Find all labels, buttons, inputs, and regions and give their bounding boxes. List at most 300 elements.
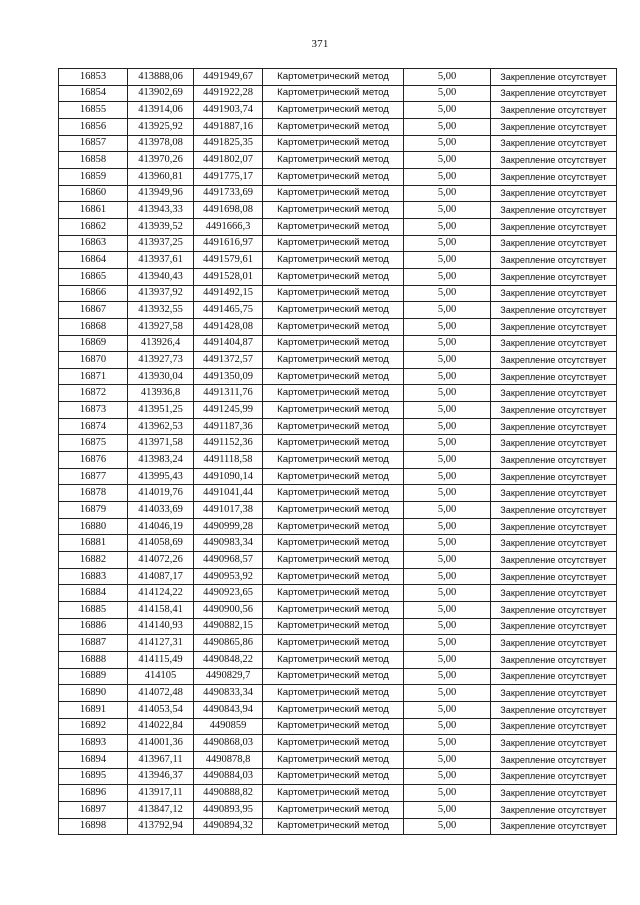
fixing-cell: Закрепление отсутствует <box>491 735 617 752</box>
y-coordinate-cell: 4490983,34 <box>194 535 263 552</box>
y-coordinate-cell: 4491090,14 <box>194 468 263 485</box>
y-coordinate-cell: 4491350,09 <box>194 368 263 385</box>
x-coordinate-cell: 413847,12 <box>128 801 194 818</box>
y-coordinate-cell: 4491528,01 <box>194 268 263 285</box>
point-number-cell: 16866 <box>59 285 128 302</box>
point-number-cell: 16868 <box>59 318 128 335</box>
y-coordinate-cell: 4490843,94 <box>194 701 263 718</box>
y-coordinate-cell: 4491311,76 <box>194 385 263 402</box>
table-row <box>59 435 617 452</box>
point-number-cell: 16871 <box>59 368 128 385</box>
method-cell: Картометрический метод <box>263 801 404 818</box>
y-coordinate-cell: 4490882,15 <box>194 618 263 635</box>
point-number-cell: 16883 <box>59 568 128 585</box>
table-row <box>59 735 617 752</box>
method-cell: Картометрический метод <box>263 635 404 652</box>
y-coordinate-cell: 4491825,35 <box>194 135 263 152</box>
method-cell: Картометрический метод <box>263 568 404 585</box>
point-number-cell: 16863 <box>59 235 128 252</box>
table-row <box>59 235 617 252</box>
fixing-cell: Закрепление отсутствует <box>491 701 617 718</box>
y-coordinate-cell: 4491041,44 <box>194 485 263 502</box>
table-row <box>59 135 617 152</box>
accuracy-cell: 5,00 <box>404 502 491 519</box>
accuracy-cell: 5,00 <box>404 418 491 435</box>
point-number-cell: 16880 <box>59 518 128 535</box>
x-coordinate-cell: 414001,36 <box>128 735 194 752</box>
table-row <box>59 318 617 335</box>
x-coordinate-cell: 413914,06 <box>128 102 194 119</box>
y-coordinate-cell: 4491245,99 <box>194 402 263 419</box>
point-number-cell: 16884 <box>59 585 128 602</box>
point-number-cell: 16873 <box>59 402 128 419</box>
y-coordinate-cell: 4491775,17 <box>194 168 263 185</box>
coordinates-table-body <box>59 69 617 835</box>
y-coordinate-cell: 4491428,08 <box>194 318 263 335</box>
y-coordinate-cell: 4491372,57 <box>194 352 263 369</box>
method-cell: Картометрический метод <box>263 135 404 152</box>
accuracy-cell: 5,00 <box>404 268 491 285</box>
fixing-cell: Закрепление отсутствует <box>491 418 617 435</box>
y-coordinate-cell: 4490894,32 <box>194 818 263 835</box>
y-coordinate-cell: 4490999,28 <box>194 518 263 535</box>
y-coordinate-cell: 4490868,03 <box>194 735 263 752</box>
point-number-cell: 16877 <box>59 468 128 485</box>
fixing-cell: Закрепление отсутствует <box>491 385 617 402</box>
point-number-cell: 16876 <box>59 452 128 469</box>
table-row <box>59 701 617 718</box>
method-cell: Картометрический метод <box>263 585 404 602</box>
table-row <box>59 202 617 219</box>
accuracy-cell: 5,00 <box>404 252 491 269</box>
table-row <box>59 302 617 319</box>
method-cell: Картометрический метод <box>263 685 404 702</box>
method-cell: Картометрический метод <box>263 668 404 685</box>
point-number-cell: 16860 <box>59 185 128 202</box>
table-row <box>59 552 617 569</box>
x-coordinate-cell: 413936,8 <box>128 385 194 402</box>
accuracy-cell: 5,00 <box>404 385 491 402</box>
table-row <box>59 85 617 102</box>
method-cell: Картометрический метод <box>263 485 404 502</box>
y-coordinate-cell: 4491922,28 <box>194 85 263 102</box>
method-cell: Картометрический метод <box>263 418 404 435</box>
accuracy-cell: 5,00 <box>404 235 491 252</box>
fixing-cell: Закрепление отсутствует <box>491 69 617 86</box>
point-number-cell: 16864 <box>59 252 128 269</box>
table-row <box>59 102 617 119</box>
accuracy-cell: 5,00 <box>404 735 491 752</box>
method-cell: Картометрический метод <box>263 751 404 768</box>
y-coordinate-cell: 4491465,75 <box>194 302 263 319</box>
accuracy-cell: 5,00 <box>404 435 491 452</box>
accuracy-cell: 5,00 <box>404 651 491 668</box>
table-row <box>59 635 617 652</box>
point-number-cell: 16855 <box>59 102 128 119</box>
point-number-cell: 16896 <box>59 785 128 802</box>
fixing-cell: Закрепление отсутствует <box>491 801 617 818</box>
table-row <box>59 585 617 602</box>
y-coordinate-cell: 4491404,87 <box>194 335 263 352</box>
y-coordinate-cell: 4491152,36 <box>194 435 263 452</box>
accuracy-cell: 5,00 <box>404 118 491 135</box>
fixing-cell: Закрепление отсутствует <box>491 202 617 219</box>
point-number-cell: 16872 <box>59 385 128 402</box>
accuracy-cell: 5,00 <box>404 635 491 652</box>
x-coordinate-cell: 413995,43 <box>128 468 194 485</box>
method-cell: Картометрический метод <box>263 735 404 752</box>
fixing-cell: Закрепление отсутствует <box>491 268 617 285</box>
point-number-cell: 16891 <box>59 701 128 718</box>
point-number-cell: 16856 <box>59 118 128 135</box>
y-coordinate-cell: 4490859 <box>194 718 263 735</box>
x-coordinate-cell: 414124,22 <box>128 585 194 602</box>
point-number-cell: 16859 <box>59 168 128 185</box>
method-cell: Картометрический метод <box>263 468 404 485</box>
method-cell: Картометрический метод <box>263 69 404 86</box>
method-cell: Картометрический метод <box>263 335 404 352</box>
method-cell: Картометрический метод <box>263 402 404 419</box>
x-coordinate-cell: 413940,43 <box>128 268 194 285</box>
method-cell: Картометрический метод <box>263 152 404 169</box>
x-coordinate-cell: 413983,24 <box>128 452 194 469</box>
accuracy-cell: 5,00 <box>404 535 491 552</box>
x-coordinate-cell: 413951,25 <box>128 402 194 419</box>
table-row <box>59 468 617 485</box>
fixing-cell: Закрепление отсутствует <box>491 402 617 419</box>
point-number-cell: 16885 <box>59 602 128 619</box>
x-coordinate-cell: 414019,76 <box>128 485 194 502</box>
fixing-cell: Закрепление отсутствует <box>491 502 617 519</box>
fixing-cell: Закрепление отсутствует <box>491 252 617 269</box>
x-coordinate-cell: 414140,93 <box>128 618 194 635</box>
fixing-cell: Закрепление отсутствует <box>491 185 617 202</box>
point-number-cell: 16886 <box>59 618 128 635</box>
accuracy-cell: 5,00 <box>404 801 491 818</box>
x-coordinate-cell: 414158,41 <box>128 602 194 619</box>
method-cell: Картометрический метод <box>263 268 404 285</box>
method-cell: Картометрический метод <box>263 285 404 302</box>
method-cell: Картометрический метод <box>263 102 404 119</box>
point-number-cell: 16857 <box>59 135 128 152</box>
point-number-cell: 16874 <box>59 418 128 435</box>
method-cell: Картометрический метод <box>263 168 404 185</box>
point-number-cell: 16865 <box>59 268 128 285</box>
table-row <box>59 152 617 169</box>
fixing-cell: Закрепление отсутствует <box>491 818 617 835</box>
x-coordinate-cell: 413960,81 <box>128 168 194 185</box>
y-coordinate-cell: 4490878,8 <box>194 751 263 768</box>
table-row <box>59 568 617 585</box>
point-number-cell: 16881 <box>59 535 128 552</box>
point-number-cell: 16890 <box>59 685 128 702</box>
x-coordinate-cell: 413927,58 <box>128 318 194 335</box>
method-cell: Картометрический метод <box>263 535 404 552</box>
fixing-cell: Закрепление отсутствует <box>491 85 617 102</box>
table-row <box>59 385 617 402</box>
accuracy-cell: 5,00 <box>404 818 491 835</box>
accuracy-cell: 5,00 <box>404 452 491 469</box>
fixing-cell: Закрепление отсутствует <box>491 768 617 785</box>
accuracy-cell: 5,00 <box>404 285 491 302</box>
x-coordinate-cell: 413937,92 <box>128 285 194 302</box>
x-coordinate-cell: 413926,4 <box>128 335 194 352</box>
y-coordinate-cell: 4490900,56 <box>194 602 263 619</box>
table-row <box>59 785 617 802</box>
method-cell: Картометрический метод <box>263 651 404 668</box>
y-coordinate-cell: 4490968,57 <box>194 552 263 569</box>
x-coordinate-cell: 413978,08 <box>128 135 194 152</box>
fixing-cell: Закрепление отсутствует <box>491 285 617 302</box>
method-cell: Картометрический метод <box>263 552 404 569</box>
fixing-cell: Закрепление отсутствует <box>491 635 617 652</box>
fixing-cell: Закрепление отсутствует <box>491 235 617 252</box>
method-cell: Картометрический метод <box>263 518 404 535</box>
x-coordinate-cell: 413971,58 <box>128 435 194 452</box>
accuracy-cell: 5,00 <box>404 368 491 385</box>
accuracy-cell: 5,00 <box>404 352 491 369</box>
fixing-cell: Закрепление отсутствует <box>491 751 617 768</box>
accuracy-cell: 5,00 <box>404 718 491 735</box>
method-cell: Картометрический метод <box>263 602 404 619</box>
method-cell: Картометрический метод <box>263 385 404 402</box>
x-coordinate-cell: 413937,61 <box>128 252 194 269</box>
point-number-cell: 16895 <box>59 768 128 785</box>
x-coordinate-cell: 413946,37 <box>128 768 194 785</box>
point-number-cell: 16875 <box>59 435 128 452</box>
x-coordinate-cell: 413970,26 <box>128 152 194 169</box>
accuracy-cell: 5,00 <box>404 518 491 535</box>
fixing-cell: Закрепление отсутствует <box>491 218 617 235</box>
y-coordinate-cell: 4491187,36 <box>194 418 263 435</box>
accuracy-cell: 5,00 <box>404 168 491 185</box>
method-cell: Картометрический метод <box>263 85 404 102</box>
fixing-cell: Закрепление отсутствует <box>491 785 617 802</box>
accuracy-cell: 5,00 <box>404 402 491 419</box>
accuracy-cell: 5,00 <box>404 485 491 502</box>
accuracy-cell: 5,00 <box>404 318 491 335</box>
y-coordinate-cell: 4491802,07 <box>194 152 263 169</box>
table-row <box>59 402 617 419</box>
accuracy-cell: 5,00 <box>404 152 491 169</box>
table-row <box>59 368 617 385</box>
accuracy-cell: 5,00 <box>404 568 491 585</box>
accuracy-cell: 5,00 <box>404 102 491 119</box>
point-number-cell: 16879 <box>59 502 128 519</box>
fixing-cell: Закрепление отсутствует <box>491 335 617 352</box>
accuracy-cell: 5,00 <box>404 768 491 785</box>
y-coordinate-cell: 4491118,58 <box>194 452 263 469</box>
table-row <box>59 418 617 435</box>
point-number-cell: 16897 <box>59 801 128 818</box>
point-number-cell: 16898 <box>59 818 128 835</box>
table-row <box>59 651 617 668</box>
table-row <box>59 818 617 835</box>
table-row <box>59 751 617 768</box>
table-row <box>59 185 617 202</box>
fixing-cell: Закрепление отсутствует <box>491 602 617 619</box>
method-cell: Картометрический метод <box>263 785 404 802</box>
fixing-cell: Закрепление отсутствует <box>491 468 617 485</box>
x-coordinate-cell: 414022,84 <box>128 718 194 735</box>
x-coordinate-cell: 413888,06 <box>128 69 194 86</box>
x-coordinate-cell: 413949,96 <box>128 185 194 202</box>
point-number-cell: 16892 <box>59 718 128 735</box>
fixing-cell: Закрепление отсутствует <box>491 552 617 569</box>
accuracy-cell: 5,00 <box>404 668 491 685</box>
x-coordinate-cell: 414058,69 <box>128 535 194 552</box>
x-coordinate-cell: 413937,25 <box>128 235 194 252</box>
method-cell: Картометрический метод <box>263 435 404 452</box>
y-coordinate-cell: 4490888,82 <box>194 785 263 802</box>
method-cell: Картометрический метод <box>263 718 404 735</box>
y-coordinate-cell: 4491616,97 <box>194 235 263 252</box>
y-coordinate-cell: 4491698,08 <box>194 202 263 219</box>
table-row <box>59 285 617 302</box>
table-row <box>59 535 617 552</box>
y-coordinate-cell: 4490865,86 <box>194 635 263 652</box>
accuracy-cell: 5,00 <box>404 552 491 569</box>
y-coordinate-cell: 4490953,92 <box>194 568 263 585</box>
x-coordinate-cell: 413932,55 <box>128 302 194 319</box>
y-coordinate-cell: 4491733,69 <box>194 185 263 202</box>
fixing-cell: Закрепление отсутствует <box>491 535 617 552</box>
method-cell: Картометрический метод <box>263 252 404 269</box>
point-number-cell: 16888 <box>59 651 128 668</box>
y-coordinate-cell: 4490833,34 <box>194 685 263 702</box>
fixing-cell: Закрепление отсутствует <box>491 152 617 169</box>
accuracy-cell: 5,00 <box>404 585 491 602</box>
method-cell: Картометрический метод <box>263 185 404 202</box>
point-number-cell: 16867 <box>59 302 128 319</box>
fixing-cell: Закрепление отсутствует <box>491 618 617 635</box>
x-coordinate-cell: 414115,49 <box>128 651 194 668</box>
fixing-cell: Закрепление отсутствует <box>491 168 617 185</box>
table-row <box>59 218 617 235</box>
x-coordinate-cell: 414053,54 <box>128 701 194 718</box>
accuracy-cell: 5,00 <box>404 69 491 86</box>
fixing-cell: Закрепление отсутствует <box>491 435 617 452</box>
table-row <box>59 268 617 285</box>
y-coordinate-cell: 4491903,74 <box>194 102 263 119</box>
method-cell: Картометрический метод <box>263 118 404 135</box>
x-coordinate-cell: 414046,19 <box>128 518 194 535</box>
point-number-cell: 16869 <box>59 335 128 352</box>
table-row <box>59 602 617 619</box>
accuracy-cell: 5,00 <box>404 202 491 219</box>
y-coordinate-cell: 4490884,03 <box>194 768 263 785</box>
point-number-cell: 16870 <box>59 352 128 369</box>
table-row <box>59 118 617 135</box>
point-number-cell: 16861 <box>59 202 128 219</box>
table-row <box>59 502 617 519</box>
fixing-cell: Закрепление отсутствует <box>491 318 617 335</box>
y-coordinate-cell: 4490848,22 <box>194 651 263 668</box>
fixing-cell: Закрепление отсутствует <box>491 651 617 668</box>
y-coordinate-cell: 4491579,61 <box>194 252 263 269</box>
accuracy-cell: 5,00 <box>404 685 491 702</box>
accuracy-cell: 5,00 <box>404 302 491 319</box>
point-number-cell: 16878 <box>59 485 128 502</box>
accuracy-cell: 5,00 <box>404 602 491 619</box>
y-coordinate-cell: 4490893,95 <box>194 801 263 818</box>
y-coordinate-cell: 4490829,7 <box>194 668 263 685</box>
point-number-cell: 16854 <box>59 85 128 102</box>
x-coordinate-cell: 414033,69 <box>128 502 194 519</box>
accuracy-cell: 5,00 <box>404 785 491 802</box>
point-number-cell: 16893 <box>59 735 128 752</box>
method-cell: Картометрический метод <box>263 202 404 219</box>
fixing-cell: Закрепление отсутствует <box>491 585 617 602</box>
point-number-cell: 16889 <box>59 668 128 685</box>
table-row <box>59 335 617 352</box>
method-cell: Картометрический метод <box>263 368 404 385</box>
table-row <box>59 69 617 86</box>
x-coordinate-cell: 413962,53 <box>128 418 194 435</box>
table-row <box>59 685 617 702</box>
point-number-cell: 16894 <box>59 751 128 768</box>
method-cell: Картометрический метод <box>263 701 404 718</box>
method-cell: Картометрический метод <box>263 768 404 785</box>
y-coordinate-cell: 4491949,67 <box>194 69 263 86</box>
x-coordinate-cell: 413902,69 <box>128 85 194 102</box>
table-row <box>59 768 617 785</box>
table-row <box>59 668 617 685</box>
table-row <box>59 252 617 269</box>
accuracy-cell: 5,00 <box>404 85 491 102</box>
x-coordinate-cell: 414105 <box>128 668 194 685</box>
fixing-cell: Закрепление отсутствует <box>491 668 617 685</box>
point-number-cell: 16887 <box>59 635 128 652</box>
fixing-cell: Закрепление отсутствует <box>491 568 617 585</box>
x-coordinate-cell: 414072,26 <box>128 552 194 569</box>
x-coordinate-cell: 413917,11 <box>128 785 194 802</box>
table-row <box>59 485 617 502</box>
table-row <box>59 618 617 635</box>
point-number-cell: 16882 <box>59 552 128 569</box>
table-row <box>59 718 617 735</box>
table-row <box>59 452 617 469</box>
accuracy-cell: 5,00 <box>404 468 491 485</box>
x-coordinate-cell: 413792,94 <box>128 818 194 835</box>
y-coordinate-cell: 4490923,65 <box>194 585 263 602</box>
point-number-cell: 16862 <box>59 218 128 235</box>
page-number: 371 <box>311 38 329 50</box>
fixing-cell: Закрепление отсутствует <box>491 102 617 119</box>
fixing-cell: Закрепление отсутствует <box>491 452 617 469</box>
table-row <box>59 352 617 369</box>
x-coordinate-cell: 414127,31 <box>128 635 194 652</box>
x-coordinate-cell: 413930,04 <box>128 368 194 385</box>
y-coordinate-cell: 4491887,16 <box>194 118 263 135</box>
x-coordinate-cell: 413925,92 <box>128 118 194 135</box>
x-coordinate-cell: 413939,52 <box>128 218 194 235</box>
fixing-cell: Закрепление отсутствует <box>491 135 617 152</box>
point-number-cell: 16858 <box>59 152 128 169</box>
y-coordinate-cell: 4491666,3 <box>194 218 263 235</box>
point-number-cell: 16853 <box>59 69 128 86</box>
method-cell: Картометрический метод <box>263 302 404 319</box>
x-coordinate-cell: 413927,73 <box>128 352 194 369</box>
x-coordinate-cell: 413943,33 <box>128 202 194 219</box>
fixing-cell: Закрепление отсутствует <box>491 485 617 502</box>
fixing-cell: Закрепление отсутствует <box>491 718 617 735</box>
method-cell: Картометрический метод <box>263 318 404 335</box>
y-coordinate-cell: 4491017,38 <box>194 502 263 519</box>
x-coordinate-cell: 414087,17 <box>128 568 194 585</box>
fixing-cell: Закрепление отсутствует <box>491 685 617 702</box>
method-cell: Картометрический метод <box>263 218 404 235</box>
